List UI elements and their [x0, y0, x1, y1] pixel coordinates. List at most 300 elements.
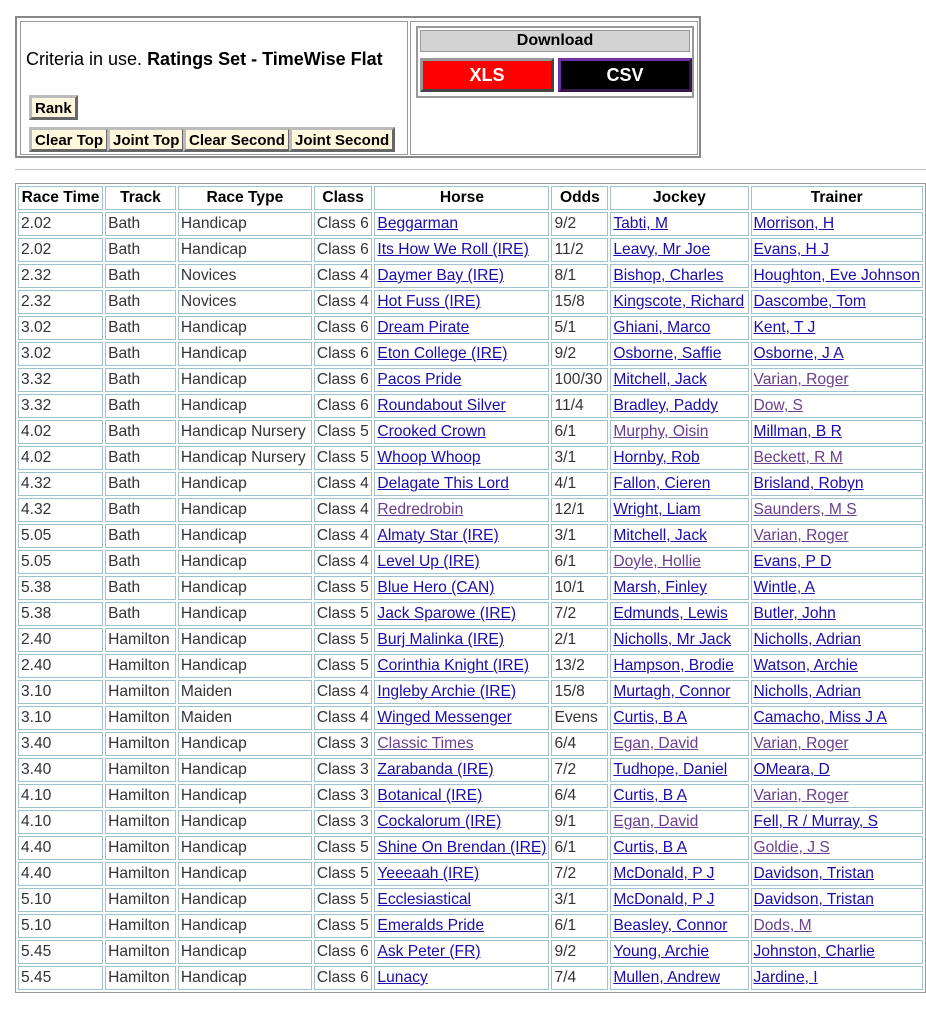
- race-time-cell: 2.02: [18, 238, 103, 262]
- race-time-cell: 5.05: [18, 550, 103, 574]
- horse-link[interactable]: Burj Malinka (IRE): [377, 631, 504, 648]
- race-time-cell: 4.02: [18, 420, 103, 444]
- trainer-cell: [751, 238, 924, 262]
- track-cell: Bath: [105, 368, 176, 392]
- race-time-cell: 2.40: [18, 654, 103, 678]
- jockey-link[interactable]: Egan, David: [613, 735, 699, 752]
- track-cell: Hamilton: [105, 888, 176, 912]
- class-cell: Class 3: [314, 732, 373, 756]
- class-cell: Class 5: [314, 654, 373, 678]
- class-cell: Class 6: [314, 394, 373, 418]
- race-time-cell: 3.10: [18, 706, 103, 730]
- download-panel: [416, 26, 694, 98]
- jockey-link[interactable]: Nicholls, Mr Jack: [613, 631, 732, 648]
- horse-link[interactable]: Level Up (IRE): [377, 553, 480, 570]
- jockey-cell: [610, 342, 748, 366]
- trainer-cell: [751, 446, 924, 470]
- odds-cell: 7/2: [551, 758, 608, 782]
- race-time-cell: 2.32: [18, 290, 103, 314]
- track-cell: Bath: [105, 602, 176, 626]
- horse-link[interactable]: Zarabanda (IRE): [377, 761, 494, 778]
- trainer-cell: [751, 914, 924, 938]
- jockey-link[interactable]: Marsh, Finley: [613, 579, 707, 596]
- race-time-cell: 3.32: [18, 394, 103, 418]
- horse-link[interactable]: Shine On Brendan (IRE): [377, 839, 547, 856]
- table-row: [18, 446, 923, 470]
- trainer-cell: [751, 524, 924, 548]
- trainer-cell: [751, 394, 924, 418]
- horse-link[interactable]: Ingleby Archie (IRE): [377, 683, 517, 700]
- race-type-cell: Handicap: [178, 628, 312, 652]
- jockey-link[interactable]: Mitchell, Jack: [613, 371, 707, 388]
- jockey-link[interactable]: Hampson, Brodie: [613, 657, 734, 674]
- odds-cell: 13/2: [551, 654, 608, 678]
- race-type-cell: Novices: [178, 290, 312, 314]
- race-time-cell: 5.05: [18, 524, 103, 548]
- trainer-cell: [751, 602, 924, 626]
- jockey-cell: [610, 368, 748, 392]
- table-row: [18, 498, 923, 522]
- class-cell: Class 4: [314, 706, 373, 730]
- horse-cell: [374, 680, 549, 704]
- trainer-cell: [751, 420, 924, 444]
- odds-cell: 9/2: [551, 342, 608, 366]
- race-time-cell: 3.32: [18, 368, 103, 392]
- race-type-cell: Handicap: [178, 394, 312, 418]
- horse-link[interactable]: Crooked Crown: [377, 423, 486, 440]
- horse-cell: [374, 212, 549, 236]
- header-row: [18, 186, 923, 210]
- track-cell: Hamilton: [105, 810, 176, 834]
- horse-cell: [374, 576, 549, 600]
- trainer-link[interactable]: Evans, H J: [753, 241, 829, 258]
- race-time-cell: 3.40: [18, 758, 103, 782]
- horse-link[interactable]: Lunacy: [377, 969, 428, 986]
- class-cell: Class 5: [314, 914, 373, 938]
- column-header-race-type: Race Type: [178, 186, 312, 210]
- table-row: [18, 472, 923, 496]
- horse-link[interactable]: Yeeeaah (IRE): [377, 865, 480, 882]
- track-cell: Hamilton: [105, 706, 176, 730]
- track-cell: Bath: [105, 394, 176, 418]
- trainer-link[interactable]: Varian, Roger: [753, 371, 849, 388]
- race-time-cell: 5.45: [18, 940, 103, 964]
- race-type-cell: Maiden: [178, 680, 312, 704]
- clear-second-button[interactable]: Clear Second: [183, 127, 291, 152]
- trainer-link[interactable]: Jardine, I: [753, 969, 818, 986]
- track-cell: Bath: [105, 446, 176, 470]
- joint-top-button[interactable]: Joint Top: [107, 127, 185, 152]
- race-type-cell: Handicap: [178, 654, 312, 678]
- horse-link[interactable]: Its How We Roll (IRE): [377, 241, 529, 258]
- trainer-link[interactable]: Dow, S: [753, 397, 803, 414]
- class-cell: Class 5: [314, 576, 373, 600]
- clear-top-button[interactable]: Clear Top: [29, 127, 109, 152]
- column-header-jockey: Jockey: [610, 186, 748, 210]
- jockey-link[interactable]: Doyle, Hollie: [613, 553, 701, 570]
- trainer-cell: [751, 498, 924, 522]
- track-cell: Hamilton: [105, 914, 176, 938]
- table-row: [18, 628, 923, 652]
- horse-link[interactable]: Roundabout Silver: [377, 397, 506, 414]
- race-type-cell: Handicap: [178, 836, 312, 860]
- track-cell: Bath: [105, 238, 176, 262]
- table-row: [18, 212, 923, 236]
- track-cell: Bath: [105, 342, 176, 366]
- race-time-cell: 4.32: [18, 472, 103, 496]
- class-cell: Class 4: [314, 264, 373, 288]
- odds-cell: 7/2: [551, 862, 608, 886]
- race-type-cell: Handicap: [178, 368, 312, 392]
- race-type-cell: Handicap: [178, 940, 312, 964]
- trainer-link[interactable]: Goldie, J S: [753, 839, 830, 856]
- table-row: [18, 784, 923, 808]
- race-type-cell: Handicap: [178, 238, 312, 262]
- column-header-race-time: Race Time: [18, 186, 103, 210]
- horse-link[interactable]: Delagate This Lord: [377, 475, 509, 492]
- table-row: [18, 394, 923, 418]
- odds-cell: 8/1: [551, 264, 608, 288]
- jockey-link[interactable]: Curtis, B A: [613, 839, 688, 856]
- class-cell: Class 6: [314, 238, 373, 262]
- horse-link[interactable]: Jack Sparowe (IRE): [377, 605, 517, 622]
- race-time-cell: 3.02: [18, 316, 103, 340]
- rank-button[interactable]: Rank: [29, 95, 78, 120]
- table-row: [18, 914, 923, 938]
- class-cell: Class 6: [314, 212, 373, 236]
- trainer-link[interactable]: Varian, Roger: [753, 735, 849, 752]
- trainer-link[interactable]: Johnston, Charlie: [753, 943, 875, 960]
- trainer-cell: [751, 368, 924, 392]
- class-cell: Class 6: [314, 368, 373, 392]
- table-row: [18, 940, 923, 964]
- jockey-link[interactable]: Tudhope, Daniel: [613, 761, 728, 778]
- trainer-cell: [751, 316, 924, 340]
- table-row: [18, 732, 923, 756]
- race-time-cell: 5.45: [18, 966, 103, 990]
- race-type-cell: Handicap: [178, 888, 312, 912]
- trainer-link[interactable]: Davidson, Tristan: [753, 865, 874, 882]
- race-type-cell: Handicap Nursery: [178, 446, 312, 470]
- jockey-link[interactable]: Fallon, Cieren: [613, 475, 711, 492]
- race-type-cell: Handicap: [178, 342, 312, 366]
- trainer-link[interactable]: Millman, B R: [753, 423, 842, 440]
- criteria-box: [20, 21, 408, 155]
- trainer-cell: [751, 290, 924, 314]
- jockey-link[interactable]: Tabti, M: [613, 215, 668, 232]
- horse-link[interactable]: Eton College (IRE): [377, 345, 508, 362]
- class-cell: Class 3: [314, 784, 373, 808]
- horse-cell: [374, 550, 549, 574]
- track-cell: Bath: [105, 420, 176, 444]
- column-header-trainer: Trainer: [751, 186, 924, 210]
- jockey-link[interactable]: McDonald, P J: [613, 891, 715, 908]
- trainer-cell: [751, 810, 924, 834]
- trainer-link[interactable]: Varian, Roger: [753, 527, 849, 544]
- track-cell: Bath: [105, 264, 176, 288]
- trainer-cell: [751, 706, 924, 730]
- horse-cell: [374, 290, 549, 314]
- horse-link[interactable]: Corinthia Knight (IRE): [377, 657, 530, 674]
- jockey-link[interactable]: Curtis, B A: [613, 709, 688, 726]
- jockey-cell: [610, 836, 748, 860]
- jockey-link[interactable]: Mullen, Andrew: [613, 969, 720, 986]
- track-cell: Bath: [105, 472, 176, 496]
- odds-cell: Evens: [551, 706, 608, 730]
- odds-cell: 12/1: [551, 498, 608, 522]
- jockey-cell: [610, 316, 748, 340]
- trainer-link[interactable]: OMeara, D: [753, 761, 830, 778]
- trainer-link[interactable]: Varian, Roger: [753, 787, 849, 804]
- jockey-link[interactable]: Bishop, Charles: [613, 267, 724, 284]
- table-row: [18, 888, 923, 912]
- odds-cell: 11/2: [551, 238, 608, 262]
- horse-link[interactable]: Botanical (IRE): [377, 787, 483, 804]
- table-row: [18, 576, 923, 600]
- jockey-link[interactable]: Beasley, Connor: [613, 917, 728, 934]
- jockey-cell: [610, 940, 748, 964]
- joint-second-button[interactable]: Joint Second: [289, 127, 395, 152]
- horse-link[interactable]: Ask Peter (FR): [377, 943, 481, 960]
- horse-link[interactable]: Almaty Star (IRE): [377, 527, 499, 544]
- race-type-cell: Handicap: [178, 316, 312, 340]
- jockey-cell: [610, 602, 748, 626]
- class-cell: Class 6: [314, 966, 373, 990]
- jockey-cell: [610, 264, 748, 288]
- jockey-link[interactable]: Osborne, Saffie: [613, 345, 722, 362]
- trainer-link[interactable]: Brisland, Robyn: [753, 475, 864, 492]
- table-row: [18, 836, 923, 860]
- odds-cell: 6/1: [551, 550, 608, 574]
- class-cell: Class 5: [314, 888, 373, 912]
- horse-link[interactable]: Dream Pirate: [377, 319, 470, 336]
- trainer-cell: [751, 758, 924, 782]
- horse-cell: [374, 602, 549, 626]
- jockey-cell: [610, 810, 748, 834]
- column-header-track: Track: [105, 186, 176, 210]
- table-row: [18, 264, 923, 288]
- trainer-link[interactable]: Osborne, J A: [753, 345, 844, 362]
- horse-link[interactable]: Ecclesiastical: [377, 891, 472, 908]
- class-cell: Class 5: [314, 862, 373, 886]
- jockey-cell: [610, 238, 748, 262]
- horse-link[interactable]: Beggarman: [377, 215, 459, 232]
- horse-link[interactable]: Emeralds Pride: [377, 917, 485, 934]
- jockey-link[interactable]: Leavy, Mr Joe: [613, 241, 711, 258]
- jockey-link[interactable]: Egan, David: [613, 813, 699, 830]
- trainer-link[interactable]: Butler, John: [753, 605, 836, 622]
- track-cell: Bath: [105, 290, 176, 314]
- table-row: [18, 524, 923, 548]
- class-cell: Class 3: [314, 810, 373, 834]
- odds-cell: 4/1: [551, 472, 608, 496]
- track-cell: Bath: [105, 576, 176, 600]
- table-row: [18, 706, 923, 730]
- class-cell: Class 3: [314, 758, 373, 782]
- trainer-cell: [751, 212, 924, 236]
- jockey-link[interactable]: Wright, Liam: [613, 501, 701, 518]
- race-type-cell: Handicap: [178, 758, 312, 782]
- divider: [15, 169, 926, 170]
- track-cell: Hamilton: [105, 732, 176, 756]
- trainer-link[interactable]: Morrison, H: [753, 215, 835, 232]
- track-cell: Hamilton: [105, 628, 176, 652]
- odds-cell: 9/2: [551, 212, 608, 236]
- jockey-link[interactable]: Kingscote, Richard: [613, 293, 745, 310]
- odds-cell: 11/4: [551, 394, 608, 418]
- odds-cell: 6/4: [551, 732, 608, 756]
- trainer-cell: [751, 966, 924, 990]
- trainer-link[interactable]: Davidson, Tristan: [753, 891, 874, 908]
- race-time-cell: 2.02: [18, 212, 103, 236]
- trainer-link[interactable]: Saunders, M S: [753, 501, 857, 518]
- jockey-link[interactable]: Curtis, B A: [613, 787, 688, 804]
- horse-link[interactable]: Redredrobin: [377, 501, 464, 518]
- jockey-cell: [610, 888, 748, 912]
- race-time-cell: 5.10: [18, 914, 103, 938]
- jockey-cell: [610, 706, 748, 730]
- jockey-link[interactable]: Mitchell, Jack: [613, 527, 707, 544]
- race-time-cell: 3.40: [18, 732, 103, 756]
- race-time-cell: 2.32: [18, 264, 103, 288]
- jockey-cell: [610, 212, 748, 236]
- track-cell: Hamilton: [105, 680, 176, 704]
- class-cell: Class 4: [314, 524, 373, 548]
- horse-cell: [374, 420, 549, 444]
- race-type-cell: Handicap: [178, 966, 312, 990]
- race-type-cell: Novices: [178, 264, 312, 288]
- track-cell: Bath: [105, 498, 176, 522]
- jockey-link[interactable]: McDonald, P J: [613, 865, 715, 882]
- odds-cell: 15/8: [551, 680, 608, 704]
- class-cell: Class 5: [314, 628, 373, 652]
- jockey-link[interactable]: Young, Archie: [613, 943, 710, 960]
- race-time-cell: 4.40: [18, 836, 103, 860]
- jockey-cell: [610, 862, 748, 886]
- jockey-cell: [610, 654, 748, 678]
- horse-cell: [374, 836, 549, 860]
- table-row: [18, 758, 923, 782]
- horse-link[interactable]: Pacos Pride: [377, 371, 462, 388]
- odds-cell: 7/2: [551, 602, 608, 626]
- trainer-link[interactable]: Kent, T J: [753, 319, 816, 336]
- race-type-cell: Handicap: [178, 212, 312, 236]
- horse-cell: [374, 940, 549, 964]
- jockey-link[interactable]: Ghiani, Marco: [613, 319, 711, 336]
- trainer-link[interactable]: Dascombe, Tom: [753, 293, 866, 310]
- trainer-link[interactable]: Nicholls, Adrian: [753, 631, 861, 648]
- horse-link[interactable]: Winged Messenger: [377, 709, 512, 726]
- odds-cell: 9/1: [551, 810, 608, 834]
- jockey-cell: [610, 472, 748, 496]
- criteria-panel: [15, 16, 701, 158]
- horse-link[interactable]: Hot Fuss (IRE): [377, 293, 481, 310]
- jockey-link[interactable]: Hornby, Rob: [613, 449, 700, 466]
- race-type-cell: Handicap: [178, 524, 312, 548]
- track-cell: Bath: [105, 550, 176, 574]
- trainer-cell: [751, 836, 924, 860]
- trainer-link[interactable]: Beckett, R M: [753, 449, 843, 466]
- class-cell: Class 6: [314, 940, 373, 964]
- trainer-link[interactable]: Wintle, A: [753, 579, 816, 596]
- horse-link[interactable]: Blue Hero (CAN): [377, 579, 495, 596]
- horse-link[interactable]: Whoop Whoop: [377, 449, 481, 466]
- class-cell: Class 4: [314, 498, 373, 522]
- trainer-cell: [751, 342, 924, 366]
- csv-download-button[interactable]: CSV: [558, 58, 692, 92]
- jockey-cell: [610, 524, 748, 548]
- horse-link[interactable]: Classic Times: [377, 735, 474, 752]
- odds-cell: 6/4: [551, 784, 608, 808]
- horse-cell: [374, 316, 549, 340]
- horse-cell: [374, 888, 549, 912]
- track-cell: Hamilton: [105, 836, 176, 860]
- download-heading: Download: [420, 30, 690, 52]
- odds-cell: 6/1: [551, 914, 608, 938]
- odds-cell: 7/4: [551, 966, 608, 990]
- odds-cell: 9/2: [551, 940, 608, 964]
- trainer-link[interactable]: Dods, M: [753, 917, 812, 934]
- race-type-cell: Handicap: [178, 576, 312, 600]
- jockey-cell: [610, 290, 748, 314]
- class-cell: Class 4: [314, 680, 373, 704]
- horse-link[interactable]: Daymer Bay (IRE): [377, 267, 504, 284]
- race-time-cell: 5.10: [18, 888, 103, 912]
- race-time-cell: 3.10: [18, 680, 103, 704]
- track-cell: Bath: [105, 524, 176, 548]
- class-cell: Class 5: [314, 836, 373, 860]
- horse-cell: [374, 732, 549, 756]
- odds-cell: 6/1: [551, 420, 608, 444]
- trainer-link[interactable]: Fell, R / Murray, S: [753, 813, 878, 830]
- jockey-link[interactable]: Bradley, Paddy: [613, 397, 718, 414]
- horse-cell: [374, 654, 549, 678]
- horse-cell: [374, 628, 549, 652]
- trainer-link[interactable]: Evans, P D: [753, 553, 832, 570]
- criteria-text: [26, 49, 383, 70]
- trainer-cell: [751, 654, 924, 678]
- table-row: [18, 810, 923, 834]
- results-body: [18, 212, 923, 990]
- trainer-link[interactable]: Houghton, Eve Johnson: [753, 267, 920, 284]
- track-cell: Hamilton: [105, 940, 176, 964]
- horse-cell: [374, 914, 549, 938]
- race-type-cell: Handicap: [178, 784, 312, 808]
- table-row: [18, 966, 923, 990]
- race-time-cell: 4.32: [18, 498, 103, 522]
- trainer-cell: [751, 862, 924, 886]
- trainer-link[interactable]: Watson, Archie: [753, 657, 858, 674]
- jockey-link[interactable]: Edmunds, Lewis: [613, 605, 728, 622]
- race-time-cell: 2.40: [18, 628, 103, 652]
- jockey-link[interactable]: Murphy, Oisin: [613, 423, 709, 440]
- horse-link[interactable]: Cockalorum (IRE): [377, 813, 502, 830]
- table-row: [18, 862, 923, 886]
- odds-cell: 5/1: [551, 316, 608, 340]
- class-cell: Class 6: [314, 342, 373, 366]
- trainer-link[interactable]: Camacho, Miss J A: [753, 709, 887, 726]
- horse-cell: [374, 342, 549, 366]
- trainer-link[interactable]: Nicholls, Adrian: [753, 683, 861, 700]
- horse-cell: [374, 394, 549, 418]
- download-box: [410, 21, 698, 155]
- xls-download-button[interactable]: XLS: [420, 58, 554, 92]
- jockey-cell: [610, 446, 748, 470]
- race-time-cell: 4.40: [18, 862, 103, 886]
- horse-cell: [374, 810, 549, 834]
- odds-cell: 3/1: [551, 446, 608, 470]
- jockey-link[interactable]: Murtagh, Connor: [613, 683, 731, 700]
